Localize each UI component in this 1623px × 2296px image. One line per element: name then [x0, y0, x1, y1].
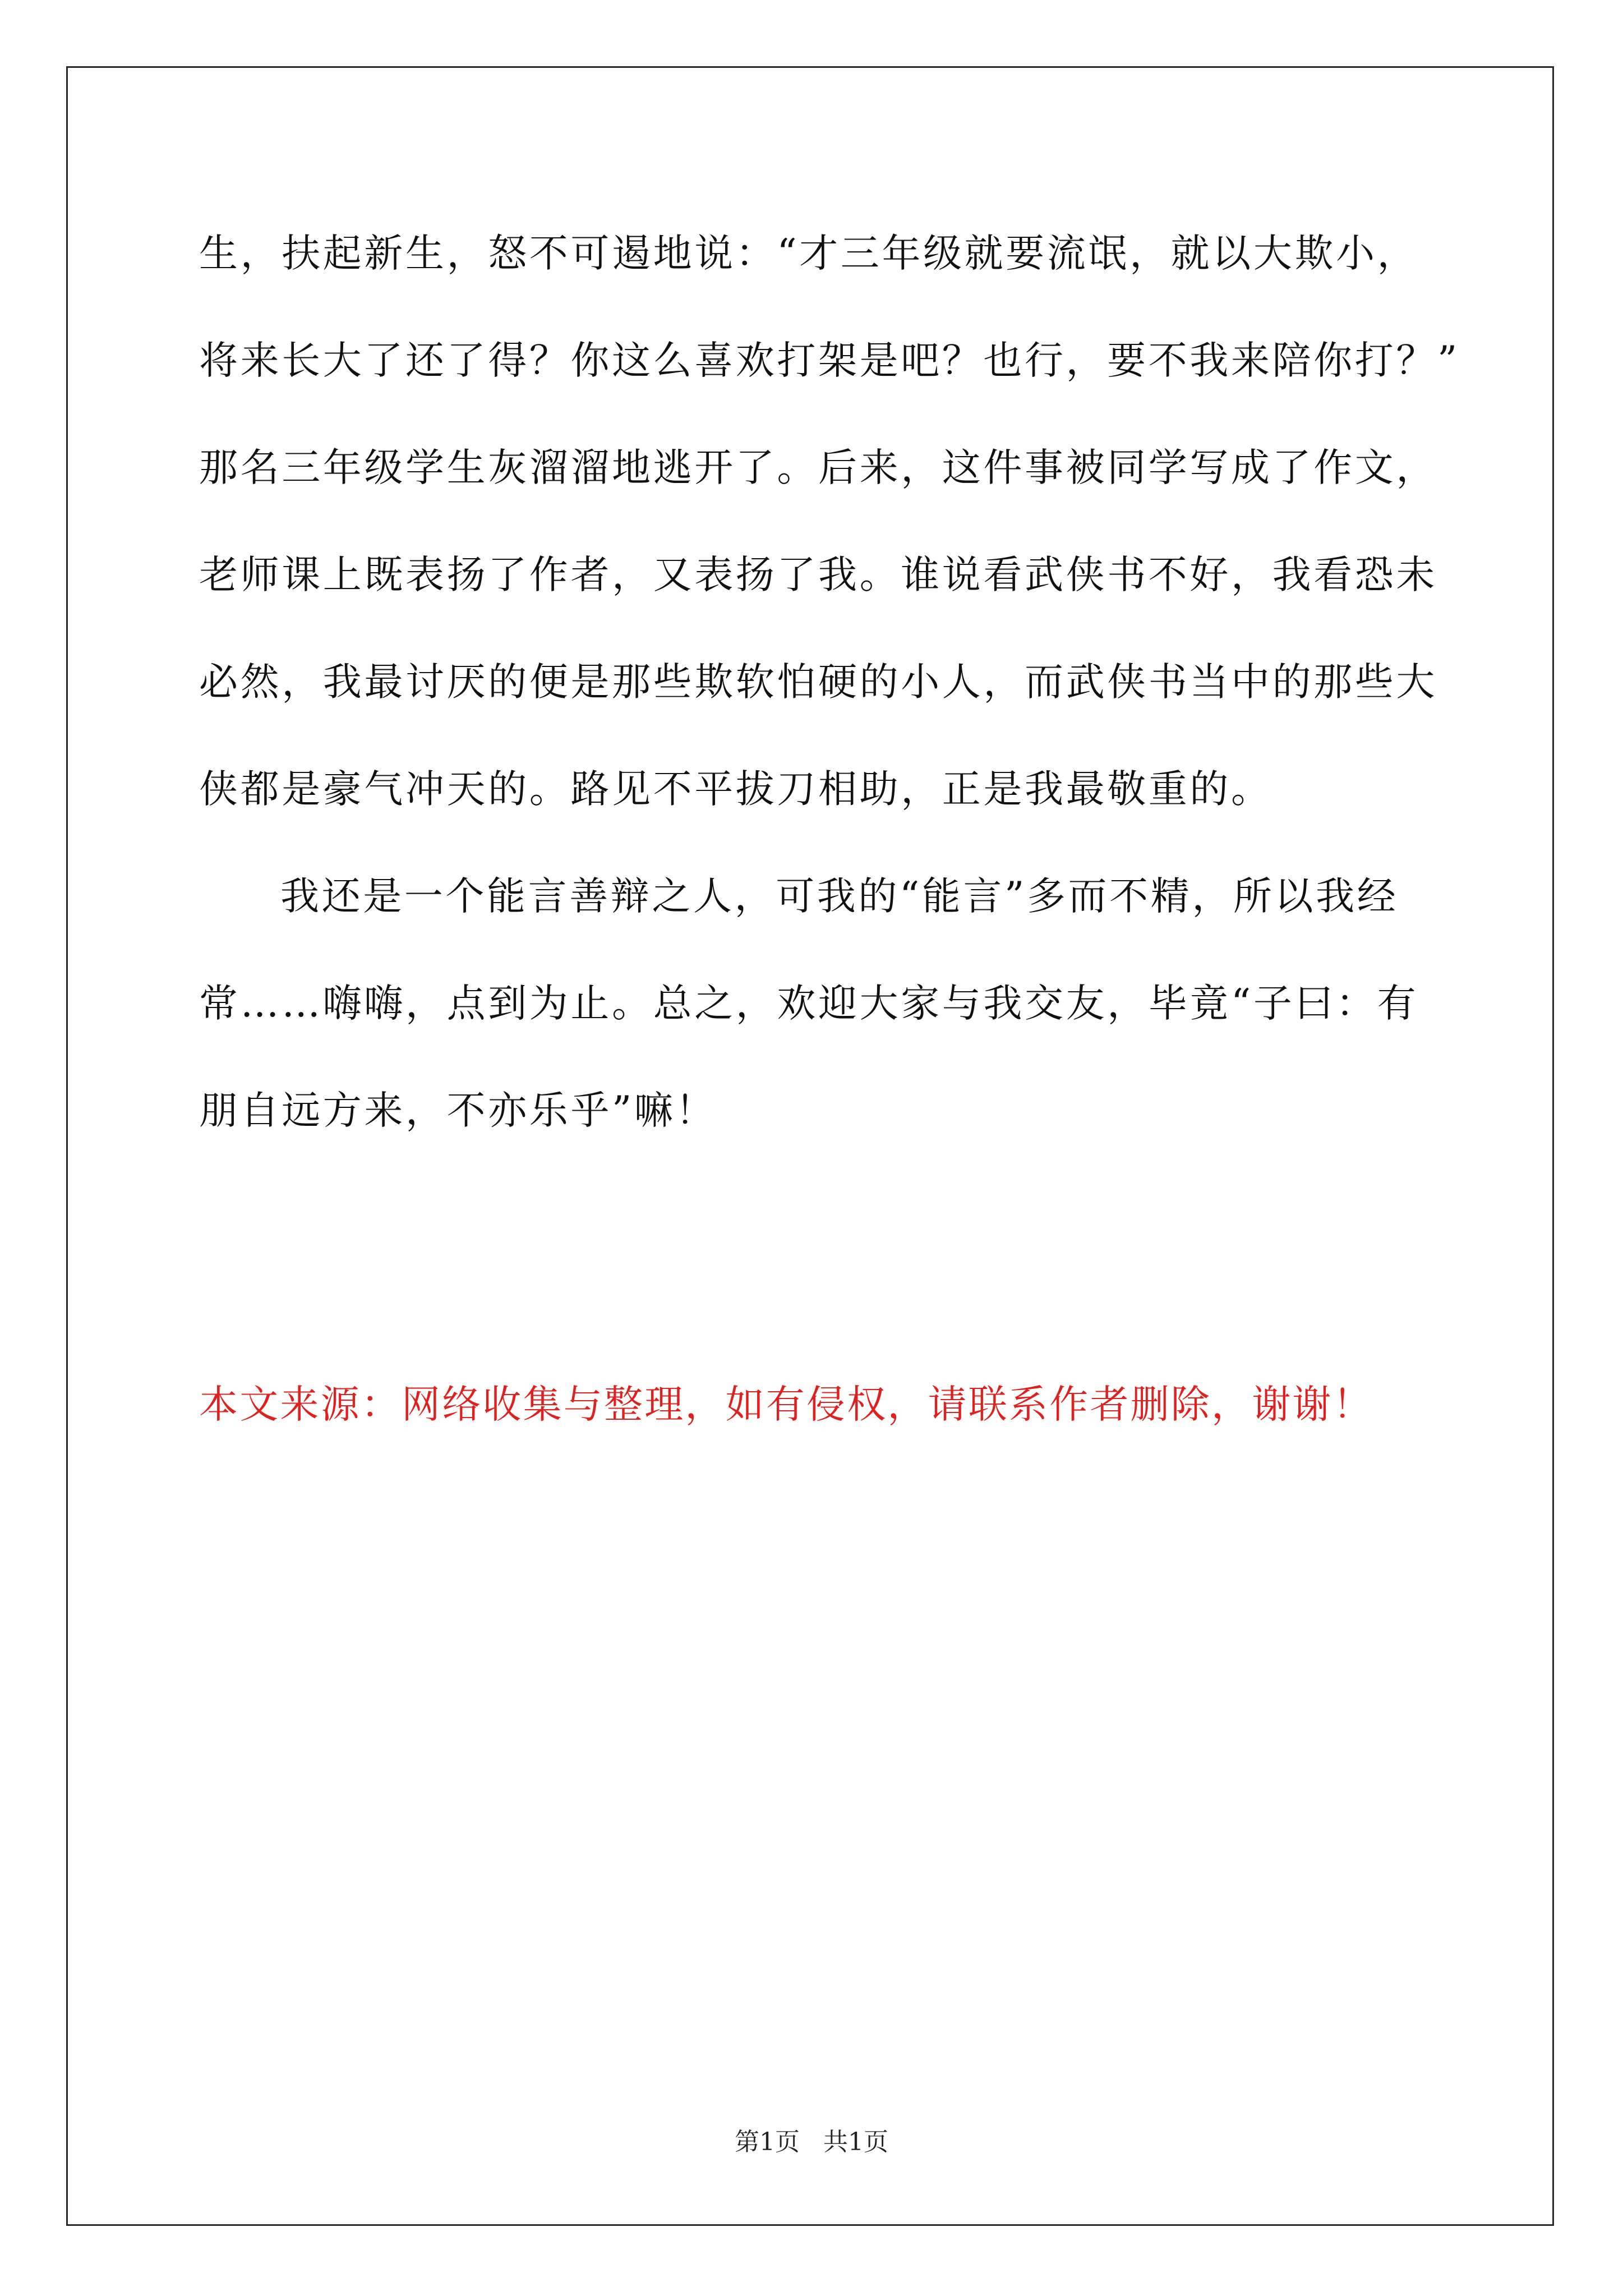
- body-text-line-2: 将来长大了还了得？你这么喜欢打架是吧？也行，要不我来陪你打？”: [199, 338, 1460, 383]
- page-border: [66, 66, 1554, 2226]
- page-number-footer: 第1页 共1页: [735, 2128, 888, 2156]
- body-text-line-8: 常……嗨嗨，点到为止。总之，欢迎大家与我交友，毕竟“子曰：有: [199, 981, 1419, 1026]
- body-text-line-4: 老师课上既表扬了作者，又表扬了我。谁说看武侠书不好，我看恐未: [199, 553, 1437, 597]
- body-text-line-6: 侠都是豪气冲天的。路见不平拔刀相助，正是我最敬重的。: [199, 767, 1272, 812]
- body-text-line-1: 生，扶起新生，怒不可遏地说：“才三年级就要流氓，就以大欺小，: [199, 231, 1419, 276]
- body-text-line-9: 朋自远方来，不亦乐乎”嘛！: [199, 1088, 717, 1133]
- source-note: 本文来源：网络收集与整理，如有侵权，请联系作者删除，谢谢！: [199, 1382, 1373, 1427]
- body-text-line-3: 那名三年级学生灰溜溜地逃开了。后来，这件事被同学写成了作文，: [199, 445, 1437, 490]
- body-text-line-7: 我还是一个能言善辩之人，可我的“能言”多而不精，所以我经: [280, 874, 1399, 919]
- body-text-line-5: 必然，我最讨厌的便是那些欺软怕硬的小人，而武侠书当中的那些大: [199, 660, 1437, 705]
